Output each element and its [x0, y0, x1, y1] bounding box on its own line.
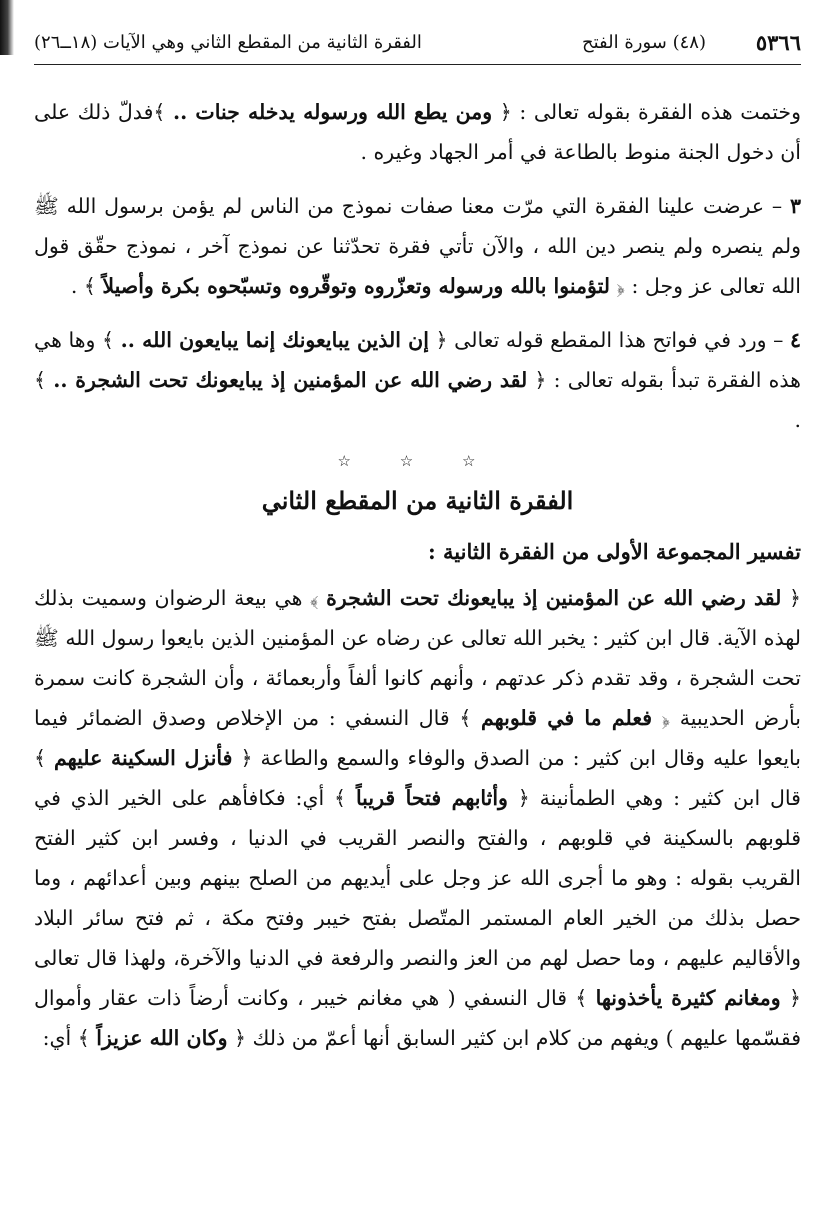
subsection-heading: تفسير المجموعة الأولى من الفقرة الثانية : — [427, 539, 801, 564]
section-heading: الفقرة الثانية من المقطع الثاني — [261, 486, 574, 515]
text-span: ﴾ قال ابن كثير : وهي الطمأنينة ﴿ — [34, 746, 801, 810]
text-span: ﴾ وها هي هذه الفقرة تبدأ بقوله تعالى : ﴿ — [34, 328, 801, 392]
quran-quote: لقد رضي الله عن المؤمنين إذ يبايعونك تحت الشجرة .. — [53, 368, 528, 392]
quran-quote: وأثابهم فتحاً قريباً — [355, 786, 508, 810]
section-divider-stars: ☆ ☆ ☆ — [337, 452, 498, 470]
text-span: ﴾ قال النسفي ( هي مغانم خيبر ، وكانت أرضاً ذات عقار وأموال فقسّمها عليهم ) ويفهم من كلام ابن كثير السابق أنها أعمّ من ذلك ﴿ — [34, 986, 801, 1050]
quran-quote: ومغانم كثيرة يأخذونها — [595, 986, 781, 1010]
quran-quote: ومن يطع الله ورسوله يدخله جنات .. — [172, 100, 493, 124]
paragraph-point-4 — [34, 320, 801, 440]
page-number: ٥٣٦٦ — [755, 30, 801, 55]
text-span: ﴾ أي: — [42, 1026, 97, 1050]
point-number: ٣ — [789, 194, 801, 218]
text-span: – ورد في فواتح هذا المقطع قوله تعالى ﴿ — [428, 328, 790, 352]
book-spine-shadow — [0, 0, 14, 55]
text-span: ﴾ قال النسفي : من الإخلاص وصدق الضمائر فيما بايعوا عليه وقال ابن كثير : من الصدق والوفاء والسمع والطاعة ﴿ — [34, 706, 801, 770]
paragraph-closing — [34, 92, 801, 172]
running-header — [34, 30, 801, 60]
paragraph-gap — [34, 306, 801, 320]
text-span: ﴾فدلّ ذلك على أن دخول الجنة منوط بالطاعة في أمر الجهاد وغيره . — [34, 100, 801, 164]
paragraph-tafsir — [34, 578, 801, 1058]
page-body — [34, 92, 801, 1058]
quran-quote: وكان الله عزيزاً — [96, 1026, 228, 1050]
text-span: ﴾ . — [70, 274, 103, 298]
quran-quote: لقد رضي الله عن المؤمنين إذ يبايعونك تحت الشجرة — [326, 586, 782, 610]
quran-quote: إن الذين يبايعونك إنما يبايعون الله .. — [120, 328, 429, 352]
text-span: وختمت هذه الفقرة بقوله تعالى : ﴿ — [492, 100, 801, 124]
header-rule — [34, 64, 801, 65]
text-span: ﴾ . — [34, 368, 801, 432]
section-title: الفقرة الثانية من المقطع الثاني وهي الآيات (١٨ــ٢٦) — [34, 32, 422, 53]
paragraph-point-3 — [34, 186, 801, 306]
text-span: ﴾ هي بيعة الرضوان وسميت بذلك لهذه الآية. قال ابن كثير : يخبر الله تعالى عن رضاه عن المؤمنين الذين بايعوا رسول الله ﷺ تحت الشجرة ، وقد تقدم ذكر عدتهم ، وأنهم كانوا ألفاً وأربعمائة ، وأن الشجرة كانت سمرة بأرض الحديبية ﴿ — [34, 586, 801, 730]
quran-quote: فأنزل السكينة عليهم — [54, 746, 233, 770]
text-span: – عرضت علينا الفقرة التي مرّت معنا صفات نموذج من الناس لم يؤمن برسول الله ﷺ ولم ينصره ولم ينصر دين الله ، والآن تأتي فقرة تحدّثنا عن نموذج آخر ، نموذج حقّق قول الله تعالى عز وجل : ﴿ — [34, 194, 801, 298]
paragraph-gap — [34, 172, 801, 186]
text-span: ﴿ — [781, 586, 802, 610]
point-number: ٤ — [789, 328, 801, 352]
sura-title: (٤٨) سورة الفتح — [582, 32, 706, 53]
text-span: ﴾ أي: فكافأهم على الخير الذي في قلوبهم بالسكينة في قلوبهم ، والفتح والنصر القريب في الدنيا ، وفسر ابن كثير الفتح القريب بقوله : وهو ما أجرى الله عز وجل على أيديهم من الصلح بينهم وبين أعدائهم ، وما حصل بذلك من الخير العام المستمر المتّصل بفتح خيبر وفتح مكة ، ثم فتح سائر البلاد والأقاليم عليهم ، وما حصل لهم من العز والنصر والرفعة في الدنيا والآخرة، ولهذا قال تعالى ﴿ — [34, 786, 801, 1010]
quran-quote: فعلم ما في قلوبهم — [481, 706, 653, 730]
quran-quote: لتؤمنوا بالله ورسوله وتعزّروه وتوقّروه وتسبّحوه بكرة وأصيلاً — [102, 274, 611, 298]
